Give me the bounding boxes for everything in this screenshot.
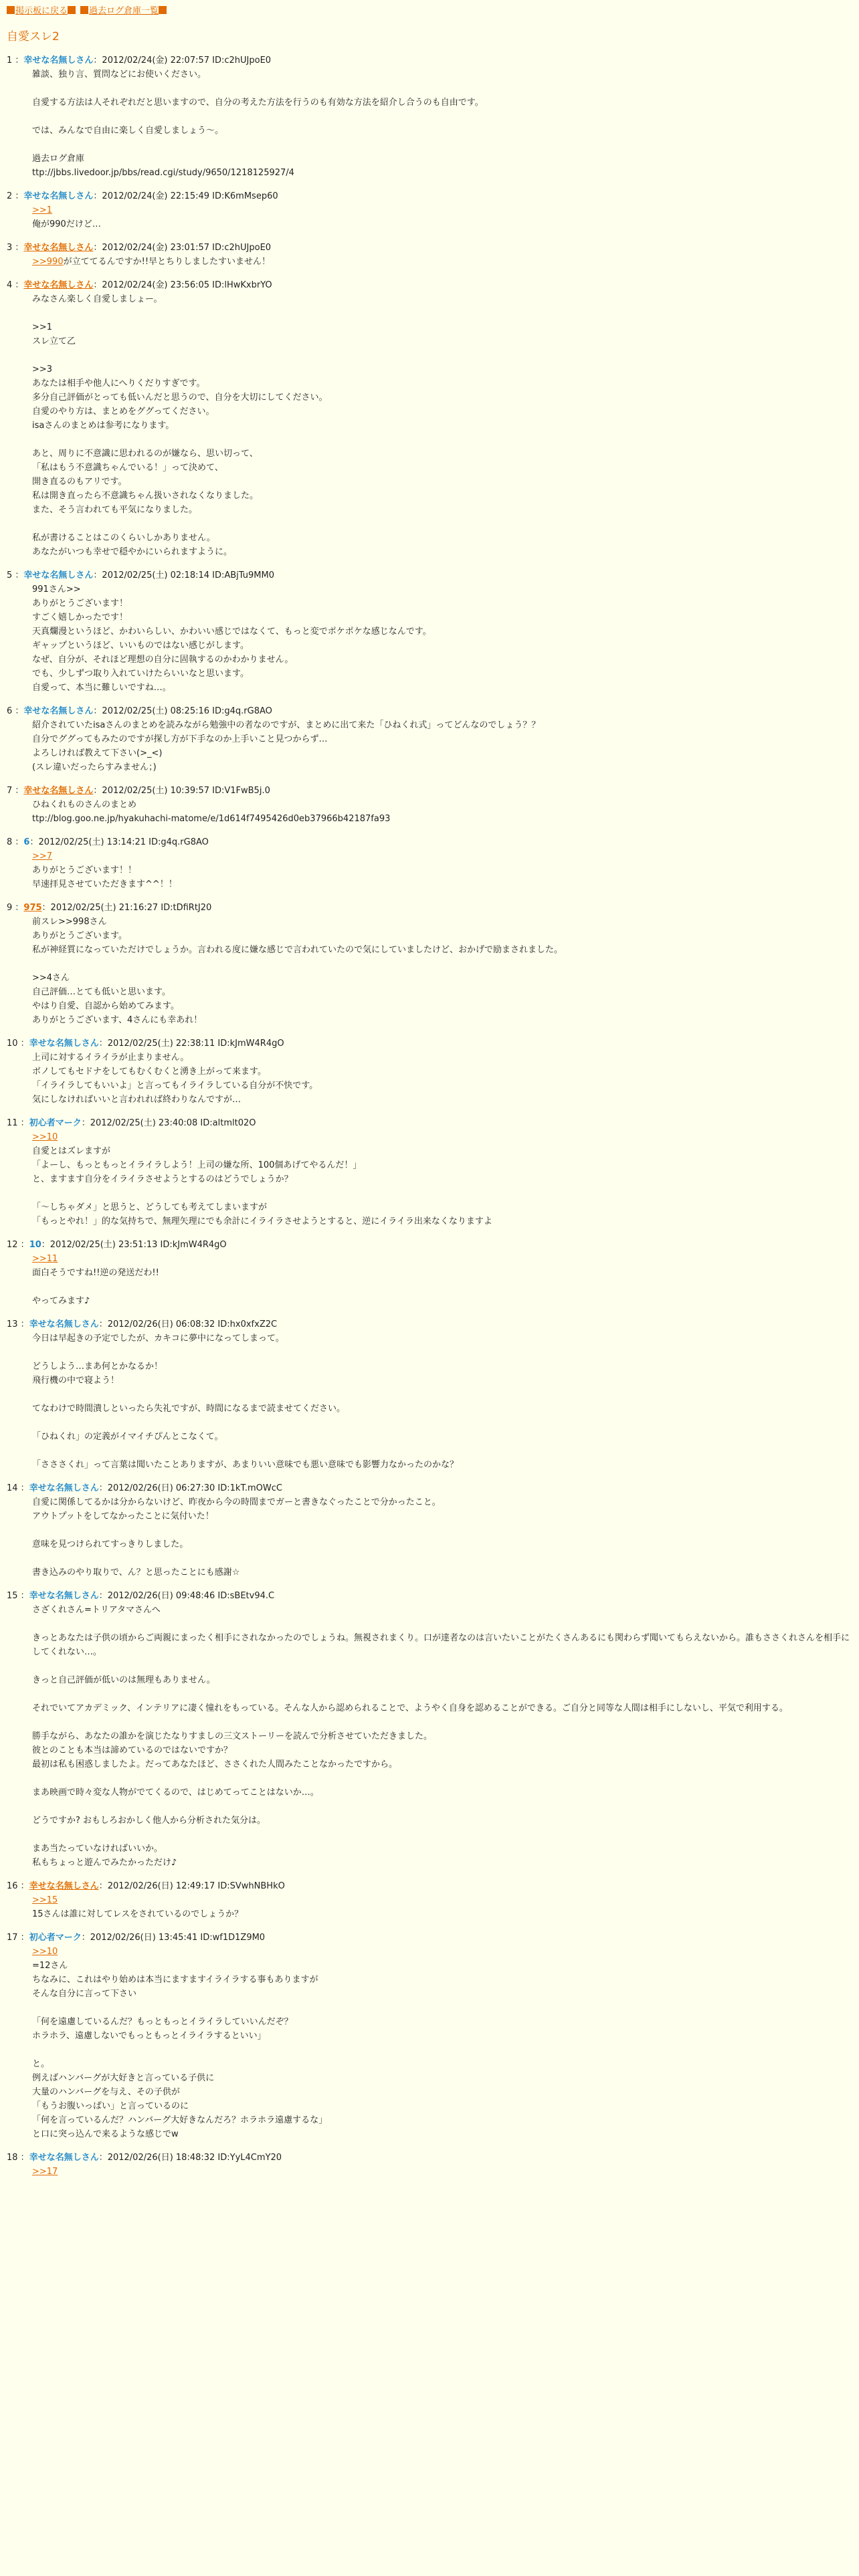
post-body xyxy=(32,1252,852,1308)
post xyxy=(7,704,852,774)
post-header xyxy=(7,241,852,255)
thread-title: 自愛スレ2 xyxy=(7,30,60,43)
post-text: 雑談、独り言、質問などにお使いください。 自愛する方法は人それぞれだと思いますので、自分の考えた方法を行うのも有効な方法を紹介し合うのも自由です。 では、みんなで自由に楽しく自愛しましょう〜。 過去ログ倉庫 ttp://jbbs.livedoor.jp/bbs/read.cgi/study/9650/1218125927/4 xyxy=(32,70,484,178)
post-meta: ：2012/02/25(土) 23:40:08 ID:altmlt02O xyxy=(81,1118,256,1128)
post-body xyxy=(32,798,852,826)
post xyxy=(7,278,852,559)
post-meta: ：2012/02/26(日) 09:48:46 ID:sBEtv94.C xyxy=(98,1591,275,1601)
post-header xyxy=(7,1116,852,1130)
post-body xyxy=(32,292,852,559)
post xyxy=(7,241,852,269)
poster-name: 幸せな名無しさん xyxy=(29,1483,99,1493)
post-header xyxy=(7,278,852,292)
reply-anchor-link[interactable]: >>11 xyxy=(32,1254,58,1264)
post-meta: ：2012/02/24(金) 22:15:49 ID:K6mMsep60 xyxy=(93,191,278,201)
post-text: 自愛とはズレますが 「よーし、もっともっとイライラしよう！上司の嫌な所、100個あげてやるんだ！」 と、ますます自分をイライラさせようとするのはどうでしょうか？ 「〜しちゃダメ」と思うと、どうしても考えてしまいますが 「もっとやれ！」的な気持ちで、無理矢理にでも余計にイライラさせようとすると、逆にイライラ出来なくなりますよ xyxy=(32,1146,492,1226)
post-text: 上司に対するイライラが止まりません。 ボノしてもセドナをしてもむくむくと湧き上がって来ます。 「イライラしてもいいよ」と言ってもイライラしている自分が不快です。 気にしなければいいと言われれば終わりなんですが… xyxy=(32,1053,318,1105)
post-text: ありがとうございます！！ 早速拝見させていただきます^^！！ xyxy=(32,865,177,889)
post-list xyxy=(7,53,852,2179)
post-text: みなさん楽しく自愛しましょー。 >>1 スレ立て乙 >>3 あなたは相手や他人にへりくだりすぎです。 多分自己評価がとっても低いんだと思うので、自分を大切にしてください。 自愛のやり方は、まとめをググってください。 isaさんのまとめは参考になります。 あと、周りに不意識に思われるのが嫌なら、思い切って、 「私はもう不意識ちゃんでいる！」って決めて、 開き直るのもアリです。 私は開き直ったら不意識ちゃん扱いされなくなりました。 また、そう言われても平気になりました。 私が書けることはこのくらいしかありません。 あなたがいつも幸せで穏やかにいられますように。 xyxy=(32,294,328,557)
post-text: が立ててるんですか!!早とちりしましたすいません！ xyxy=(63,257,271,267)
post-number: 16 ： xyxy=(7,1881,29,1891)
post-meta: ：2012/02/25(土) 02:18:14 ID:ABjTu9MM0 xyxy=(93,570,274,580)
post xyxy=(7,1481,852,1580)
post-meta: ：2012/02/25(土) 23:51:13 ID:kJmW4R4gO xyxy=(41,1240,227,1250)
post-meta: ：2012/02/26(日) 06:08:32 ID:hx0xfxZ2C xyxy=(98,1319,278,1329)
post xyxy=(7,1931,852,2141)
post-number: 2 ： xyxy=(7,191,24,201)
post-text: 15さんは誰に対してレスをされているのでしょうか？ xyxy=(32,1909,244,1919)
post-body xyxy=(32,582,852,695)
post-number: 3 ： xyxy=(7,243,24,253)
post-meta: ：2012/02/25(土) 21:16:27 ID:tDfiRtJ20 xyxy=(41,903,212,913)
post-header xyxy=(7,568,852,582)
post-header xyxy=(7,189,852,203)
post-body xyxy=(32,255,852,269)
post xyxy=(7,901,852,1027)
post-text: 前スレ>>998さん ありがとうございます。 私が神経質になっていただけでしょうか。言われる度に嫌な感じで言われていたので気にしていましたけど、おかげで励まされました。 >>4さん 自己評価…とても低いと思います。 やはり自愛、自認から始めてみます。 ありがとうございます、4さんにも幸あれ！ xyxy=(32,917,563,1025)
post-body xyxy=(32,1051,852,1107)
post xyxy=(7,189,852,231)
poster-name: 幸せな名無しさん xyxy=(29,1591,99,1601)
post-header xyxy=(7,901,852,915)
reply-anchor-link[interactable]: >>990 xyxy=(32,257,64,267)
poster-name[interactable]: 幸せな名無しさん xyxy=(29,1881,99,1891)
poster-name: 初心者マーク xyxy=(29,1118,82,1128)
reply-anchor-link[interactable]: >>10 xyxy=(32,1132,58,1142)
post-meta: ：2012/02/24(金) 23:56:05 ID:lHwKxbrYO xyxy=(93,280,272,290)
post-number: 7 ： xyxy=(7,786,24,796)
post xyxy=(7,1037,852,1107)
post-number: 15 ： xyxy=(7,1591,29,1601)
archive-list-link[interactable]: 過去ログ倉庫一覧 xyxy=(89,6,159,16)
back-to-board-link[interactable]: 掲示板に戻る xyxy=(15,6,68,16)
post-number: 11 ： xyxy=(7,1118,29,1128)
post-header xyxy=(7,1931,852,1945)
poster-name: 幸せな名無しさん xyxy=(29,1039,99,1049)
post xyxy=(7,568,852,695)
post-meta: ：2012/02/24(金) 23:01:57 ID:c2hUJpoE0 xyxy=(93,243,272,253)
poster-name: 幸せな名無しさん xyxy=(23,191,94,201)
post-body xyxy=(32,1945,852,2141)
poster-name: 幸せな名無しさん xyxy=(23,706,94,716)
post-number: 10 ： xyxy=(7,1039,29,1049)
post-text: =12さん ちなみに、これはやり始めは本当にますますイライラする事もありますが そんな自分に言って下さい 「何を遠慮しているんだ？もっともっとイライラしていいんだぞ？ ホラホラ、遠慮しないでもっともっとイライラするといい」 と。 例えばハンバーグが大好きと言っている子供に 大量のハンバーグを与え、その子供が 「もうお腹いっぱい」と言っているのに 「何を言っているんだ？ハンバーグ大好きなんだろ？ホラホラ遠慮するな」 と口に突っ込んで来るような感じでw xyxy=(32,1961,328,2139)
post-number: 17 ： xyxy=(7,1933,29,1943)
post-body xyxy=(32,849,852,891)
poster-name[interactable]: 幸せな名無しさん xyxy=(23,280,94,290)
poster-name: 幸せな名無しさん xyxy=(23,56,94,66)
post-number: 5 ： xyxy=(7,570,24,580)
post xyxy=(7,1589,852,1870)
poster-name[interactable]: 975 xyxy=(23,903,42,913)
square-bullet-icon xyxy=(7,6,15,14)
poster-name: 幸せな名無しさん xyxy=(23,570,94,580)
post-meta: ：2012/02/26(日) 06:27:30 ID:1kT.mOWcC xyxy=(98,1483,282,1493)
square-bullet-icon xyxy=(68,6,76,14)
post xyxy=(7,53,852,180)
poster-name[interactable]: 幸せな名無しさん xyxy=(23,243,94,253)
post-header xyxy=(7,1481,852,1495)
post-meta: ：2012/02/25(土) 08:25:16 ID:g4q.rG8AO xyxy=(93,706,272,716)
square-bullet-icon xyxy=(159,6,167,14)
post xyxy=(7,1879,852,1921)
post-text: 紹介されていたisaさんのまとめを読みながら勉強中の者なのですが、まとめに出て来た「ひねくれ式」ってどんなのでしょう？？ 自分でググってもみたのですが探し方が下手なのか上手いこと見つからず… よろしければ教えて下さい(>_<) (スレ違いだったらすみません；) xyxy=(32,720,541,772)
poster-name: 6 xyxy=(23,837,30,847)
post-body xyxy=(32,915,852,1027)
post-body xyxy=(32,718,852,774)
post-body xyxy=(32,2165,852,2179)
post-meta: ：2012/02/25(土) 13:14:21 ID:g4q.rG8AO xyxy=(29,837,209,847)
post-text: 今日は早起きの予定でしたが、カキコに夢中になってしまって。 どうしよう…まあ何とかなるか！ 飛行機の中で寝よう！ てなわけで時間潰しといったら失礼ですが、時間になるまで読ませてください。 「ひねくれ」の定義がイマイチぴんとこなくて。 「さささくれ」って言葉は聞いたことありますが、あまりいい意味でも悪い意味でも影響力なかったのかな？ xyxy=(32,1333,459,1470)
post-text: 自愛に関係してるかは分からないけど、昨夜から今の時間までガーと書きなぐったことで分かったこと。 アウトプットをしてなかったことに気付いた！ 意味を見つけられてすっきりしました。 書き込みのやり取りで、ん？と思ったことにも感謝☆ xyxy=(32,1497,441,1578)
post-body xyxy=(32,1130,852,1228)
post-header xyxy=(7,1238,852,1252)
post-header xyxy=(7,53,852,68)
post-number: 1 ： xyxy=(7,56,24,66)
post-body xyxy=(32,1893,852,1921)
poster-name: 幸せな名無しさん xyxy=(29,2153,99,2163)
post-header xyxy=(7,835,852,849)
post-text: 面白そうですね!!逆の発送だわ!! やってみます♪ xyxy=(32,1268,159,1306)
post-text: 俺が990だけど… xyxy=(32,219,101,229)
post xyxy=(7,1317,852,1472)
post-number: 13 ： xyxy=(7,1319,29,1329)
post-header xyxy=(7,1317,852,1331)
post-meta: ：2012/02/25(土) 10:39:57 ID:V1FwB5j.0 xyxy=(93,786,270,796)
reply-anchor-link[interactable]: >>1 xyxy=(32,205,53,215)
square-bullet-icon xyxy=(80,6,88,14)
post-text: 991さん>> ありがとうございます！ すごく嬉しかったです！ 天真爛漫というほど、かわいらしい、かわいい感じではなくて、もっと変でポケポケな感じなんです。 ギャップというほど、いいものではない感じがします。 なぜ、自分が、それほど理想の自分に固執するのかわかりません。 でも、少しずつ取り入れていけたらいいなと思います。 自愛って、本当に難しいですね…。 xyxy=(32,584,432,693)
post-body xyxy=(32,1331,852,1472)
post-text: さざくれさん=トリアタマさんへ きっとあなたは子供の頃からご両親にまったく相手にされなかったのでしょうね。無視されまくり。口が達者なのは言いたいことがたくさんあるにも関わらず聞いてもらえないから。誰もささくれさんを相手にしてくれない…。 きっと自己評価が低いのは無理もありません。 それでいてアカデミック、インテリアに凄く憧れをもっている。そんな人から認められることで、ようやく自身を認めることができる。ご自分と同等な人間は相手にしないし、平気で利用する。 勝手ながら、あなたの誰かを演じたなりすましの三文ストーリーを読んで分析させていただきました。 彼とのことも本当は諦めているのではないですか？ 最初は私も困惑しましたよ。だってあなたほど、ささくれた人間みたことなかったですから。 まあ映画で時々変な人物がでてくるので、はじめてってことはないか…。 どうですか? おもしろおかしく他人から分析された気分は。 まあ当たっていなければいいか。 私もちょっと遊んでみたかっただけ♪ xyxy=(32,1605,850,1868)
post-meta: ：2012/02/25(土) 22:38:11 ID:kJmW4R4gO xyxy=(98,1039,284,1049)
post-header xyxy=(7,1589,852,1603)
post-header xyxy=(7,1037,852,1051)
post-text: ひねくれものさんのまとめ ttp://blog.goo.ne.jp/hyakuhachi-matome/e/1d614f7495426d0eb37966b42187fa93 xyxy=(32,800,391,824)
post-meta: ：2012/02/26(日) 18:48:32 ID:YyL4CmY20 xyxy=(98,2153,282,2163)
post-body xyxy=(32,203,852,231)
poster-name[interactable]: 幸せな名無しさん xyxy=(23,786,94,796)
post xyxy=(7,1116,852,1228)
post-header xyxy=(7,2151,852,2165)
post xyxy=(7,784,852,826)
poster-name: 初心者マーク xyxy=(29,1933,82,1943)
post-number: 8 ： xyxy=(7,837,24,847)
post-meta: ：2012/02/26(日) 13:45:41 ID:wf1D1Z9M0 xyxy=(81,1933,266,1943)
post xyxy=(7,2151,852,2179)
post-header xyxy=(7,784,852,798)
post-meta: ：2012/02/24(金) 22:07:57 ID:c2hUJpoE0 xyxy=(93,56,272,66)
reply-anchor-link[interactable]: >>15 xyxy=(32,1895,58,1905)
post-body xyxy=(32,1603,852,1870)
post-number: 18 ： xyxy=(7,2153,29,2163)
post-header xyxy=(7,1879,852,1893)
reply-anchor-link[interactable]: >>17 xyxy=(32,2167,58,2177)
reply-anchor-link[interactable]: >>7 xyxy=(32,851,53,861)
post-number: 6 ： xyxy=(7,706,24,716)
top-nav xyxy=(7,4,852,19)
post xyxy=(7,835,852,891)
post-body xyxy=(32,68,852,180)
reply-anchor-link[interactable]: >>10 xyxy=(32,1947,58,1957)
poster-name: 10 xyxy=(29,1240,41,1250)
post-number: 4 ： xyxy=(7,280,24,290)
post-number: 12 ： xyxy=(7,1240,29,1250)
post-number: 14 ： xyxy=(7,1483,29,1493)
post-header xyxy=(7,704,852,718)
post-number: 9 ： xyxy=(7,903,24,913)
post xyxy=(7,1238,852,1308)
post-meta: ：2012/02/26(日) 12:49:17 ID:SVwhNBHkO xyxy=(98,1881,285,1891)
poster-name: 幸せな名無しさん xyxy=(29,1319,99,1329)
post-body xyxy=(32,1495,852,1580)
